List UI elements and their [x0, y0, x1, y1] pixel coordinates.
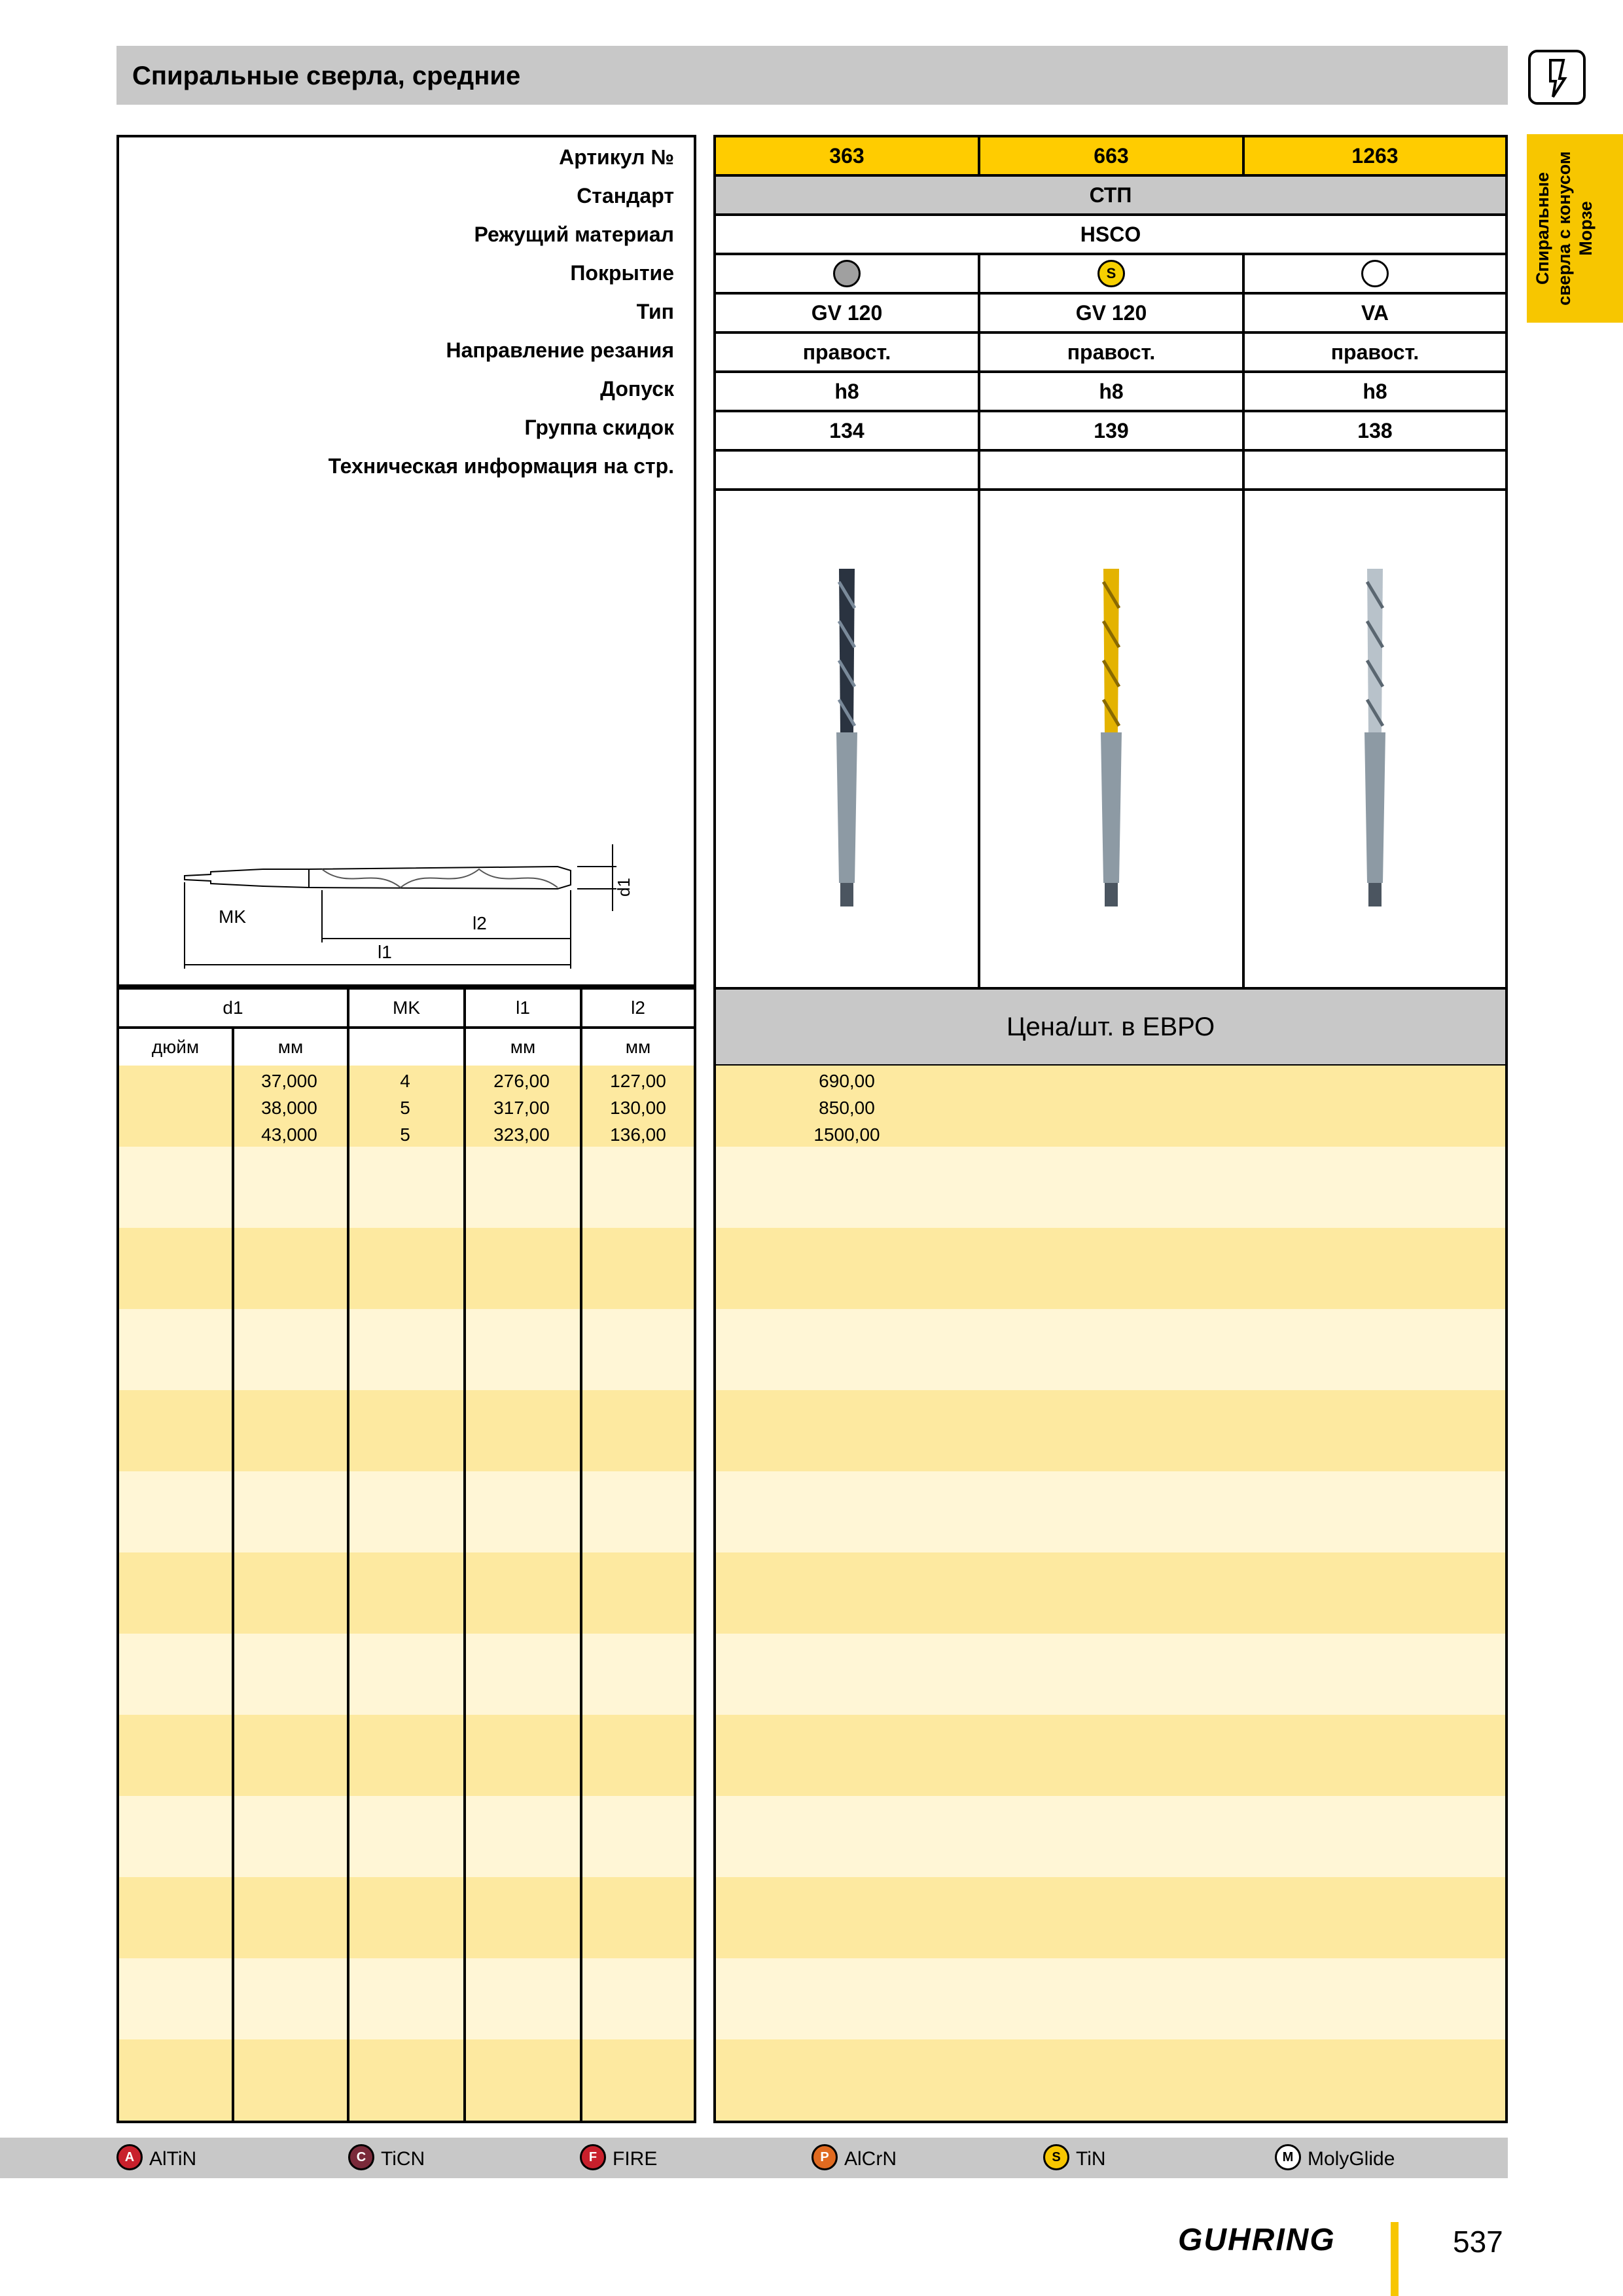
- tolerance-cell-3: h8: [1242, 370, 1508, 412]
- drill-image-dark: [827, 569, 866, 909]
- col-inch: дюйм: [116, 1026, 234, 1068]
- legend-alcrn: AlCrN: [844, 2148, 897, 2170]
- brand-logo: GUHRING: [1178, 2223, 1336, 2257]
- legend-altin: AlTiN: [149, 2148, 197, 2170]
- article-363: 363: [713, 135, 980, 177]
- fire-icon: F: [580, 2144, 606, 2170]
- drawing-d1: d1: [614, 878, 633, 897]
- label-coating: Покрытие: [570, 261, 674, 285]
- page-title: Спиральные сверла, средние: [132, 62, 521, 90]
- material-cell: HSCO: [713, 213, 1508, 255]
- cell-d1-mm: 38,000: [261, 1098, 317, 1118]
- cell-price: 850,00: [819, 1098, 875, 1118]
- legend-ticn: TiCN: [381, 2148, 425, 2170]
- price-table-body: [713, 1066, 1508, 2123]
- cell-l1: 276,00: [493, 1071, 550, 1091]
- label-article: Артикул №: [559, 145, 674, 169]
- cell-d1-mm: 43,000: [261, 1124, 317, 1145]
- coating-cell-3: [1242, 253, 1508, 295]
- drill-drawing: [178, 838, 675, 982]
- tech-info-cell-3[interactable]: [1242, 449, 1508, 491]
- drill-image-gold: [1092, 569, 1131, 909]
- cell-l2: 127,00: [610, 1071, 666, 1091]
- col-mm-d1: мм: [232, 1026, 349, 1068]
- legend-tin: TiN: [1076, 2148, 1106, 2170]
- label-tolerance: Допуск: [600, 377, 674, 401]
- cell-d1-mm: 37,000: [261, 1071, 317, 1091]
- drawing-l1: l1: [378, 942, 392, 962]
- cell-l1: 323,00: [493, 1124, 550, 1145]
- col-mm-l2: мм: [580, 1026, 696, 1068]
- price-header: Цена/шт. в ЕВРО: [713, 987, 1508, 1067]
- cell-l1: 317,00: [493, 1098, 550, 1118]
- label-type: Тип: [636, 300, 674, 323]
- section-tab-line2: сверла с конусом: [1554, 151, 1574, 306]
- discount-cell-3: 138: [1242, 410, 1508, 452]
- product-image-cell-2: [978, 488, 1245, 990]
- dimensions-table-body: [116, 1066, 696, 2123]
- direction-cell-2: правост.: [978, 331, 1245, 373]
- direction-cell-1: правост.: [713, 331, 980, 373]
- cell-l2: 130,00: [610, 1098, 666, 1118]
- col-mm-l1: мм: [463, 1026, 582, 1068]
- product-image-cell-3: [1242, 488, 1508, 990]
- article-663: 663: [978, 135, 1245, 177]
- tolerance-cell-2: h8: [978, 370, 1245, 412]
- drawing-mk: MK: [219, 906, 246, 927]
- tech-info-cell-1[interactable]: [713, 449, 980, 491]
- tin-icon: S: [1043, 2144, 1069, 2170]
- legend-molyglide: MolyGlide: [1308, 2148, 1395, 2170]
- coating-cell-2: [978, 253, 1245, 295]
- ticn-icon: C: [348, 2144, 374, 2170]
- coating-legend: [0, 2138, 1508, 2178]
- discount-cell-2: 139: [978, 410, 1245, 452]
- discount-cell-1: 134: [713, 410, 980, 452]
- col-d1: d1: [116, 987, 349, 1029]
- brand-divider: [1391, 2222, 1399, 2296]
- direction-cell-3: правост.: [1242, 331, 1508, 373]
- page-number: 537: [1453, 2225, 1503, 2259]
- cell-mk: 5: [400, 1098, 410, 1118]
- label-material: Режущий материал: [474, 223, 674, 246]
- label-direction: Направление резания: [446, 338, 674, 362]
- tolerance-cell-1: h8: [713, 370, 980, 412]
- cell-mk: 4: [400, 1071, 410, 1091]
- col-mk-unit: [347, 1026, 466, 1068]
- product-image-cell-1: [713, 488, 980, 990]
- type-cell-3: VA: [1242, 292, 1508, 334]
- label-tech-info: Техническая информация на стр.: [328, 454, 674, 478]
- col-mk: MK: [347, 987, 466, 1029]
- grey-coating-icon: [833, 260, 861, 287]
- coating-cell-1: [713, 253, 980, 295]
- title-bar: [116, 46, 1508, 105]
- altin-icon: A: [116, 2144, 143, 2170]
- label-standard: Стандарт: [577, 184, 674, 207]
- col-l1: l1: [463, 987, 582, 1029]
- drill-image-bright: [1355, 569, 1395, 909]
- type-cell-1: GV 120: [713, 292, 980, 334]
- drawing-l2: l2: [473, 913, 487, 933]
- section-tab[interactable]: [1527, 134, 1623, 323]
- alcrn-icon: P: [812, 2144, 838, 2170]
- cell-mk: 5: [400, 1124, 410, 1145]
- properties-panel: [116, 135, 696, 987]
- cell-price: 1500,00: [813, 1124, 880, 1145]
- uncoated-icon: [1361, 260, 1389, 287]
- standard-cell: СТП: [713, 174, 1508, 216]
- legend-fire: FIRE: [613, 2148, 658, 2170]
- article-1263: 1263: [1242, 135, 1508, 177]
- col-l2: l2: [580, 987, 696, 1029]
- label-discount: Группа скидок: [524, 416, 674, 439]
- cell-price: 690,00: [819, 1071, 875, 1091]
- type-cell-2: GV 120: [978, 292, 1245, 334]
- drill-icon: [1528, 50, 1586, 105]
- cell-l2: 136,00: [610, 1124, 666, 1145]
- tech-info-cell-2[interactable]: [978, 449, 1245, 491]
- section-tab-line1: Спиральные: [1533, 171, 1552, 285]
- section-tab-line3: Морзе: [1576, 201, 1596, 256]
- tin-coating-icon: S: [1097, 260, 1125, 287]
- molyglide-icon: M: [1275, 2144, 1301, 2170]
